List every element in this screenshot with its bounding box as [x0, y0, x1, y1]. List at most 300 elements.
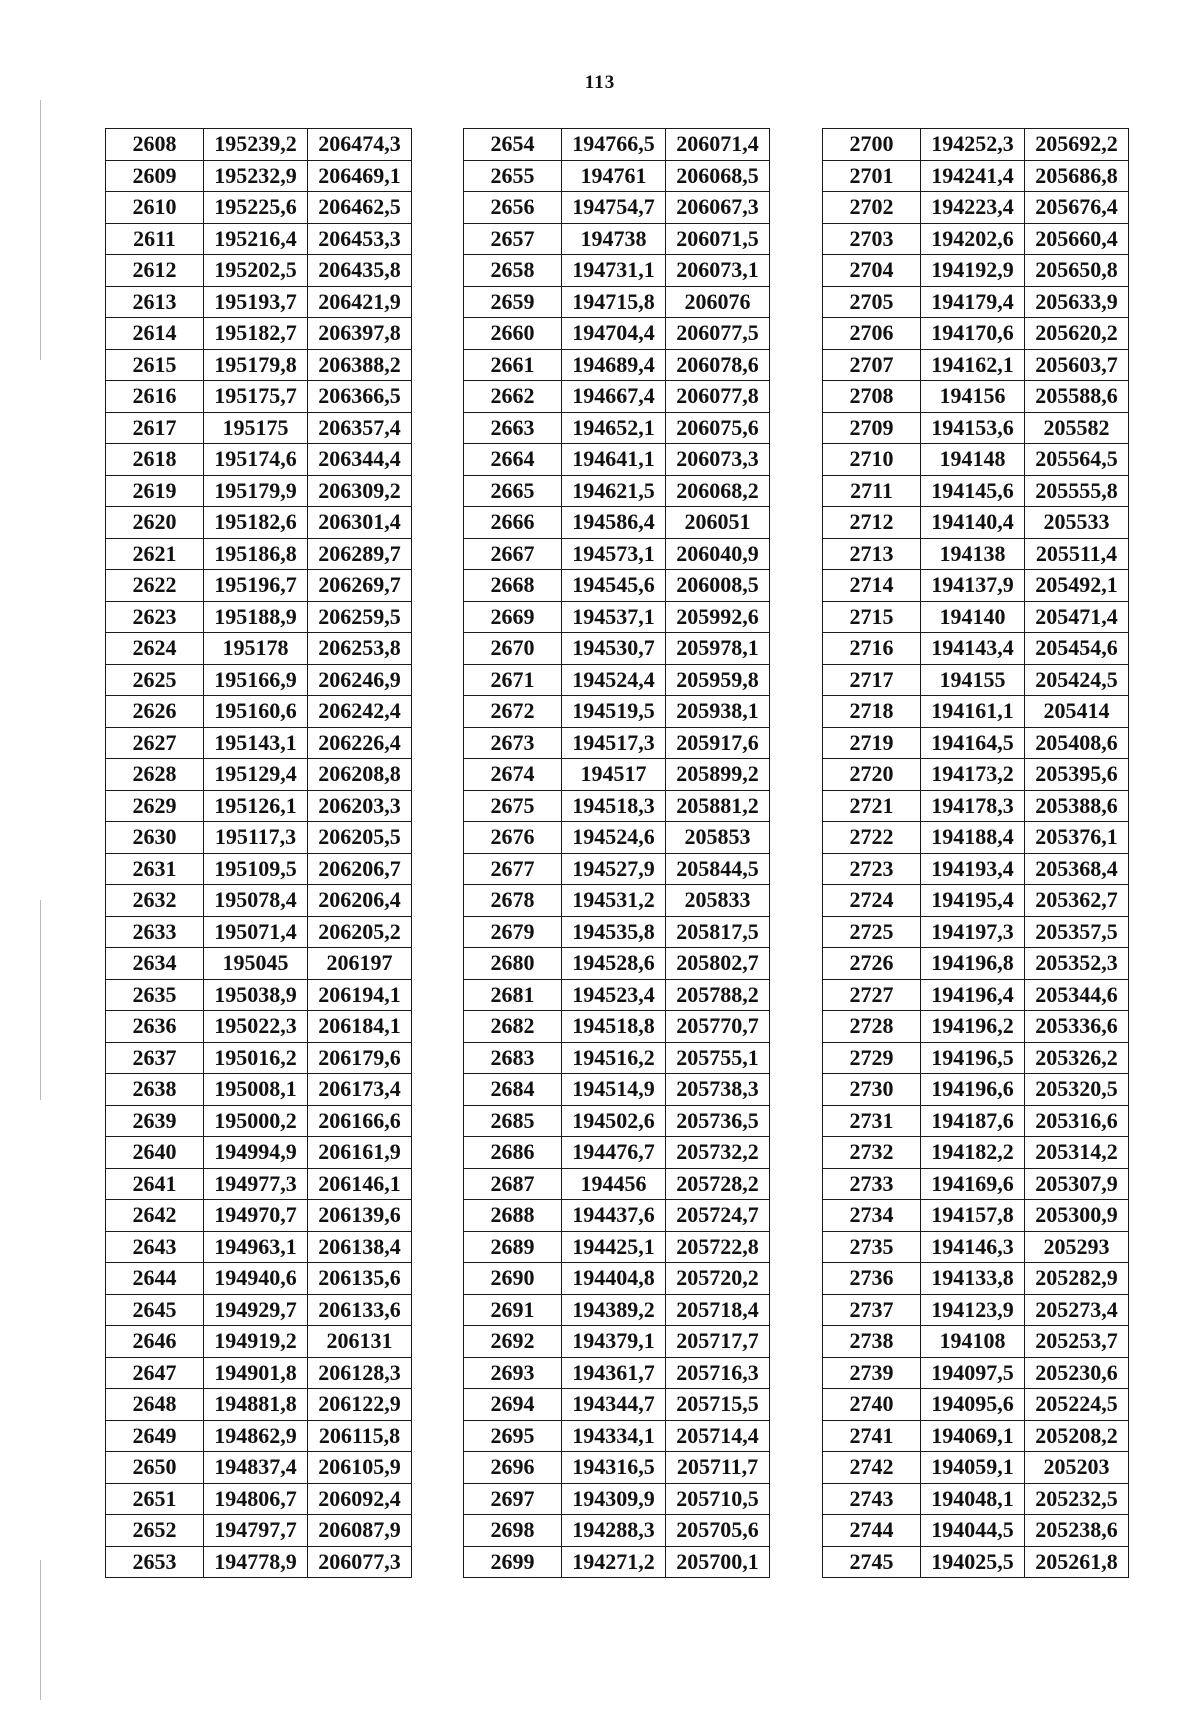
- point-number-cell: 2713: [823, 538, 921, 570]
- x-coordinate-cell: 194586,4: [562, 507, 666, 539]
- x-coordinate-cell: 194095,6: [921, 1389, 1025, 1421]
- x-coordinate-cell: 194516,2: [562, 1042, 666, 1074]
- y-coordinate-cell: 206206,4: [308, 885, 412, 917]
- x-coordinate-cell: 195166,9: [204, 664, 308, 696]
- point-number-cell: 2684: [464, 1074, 562, 1106]
- table-row: [823, 601, 1129, 633]
- table-row: [464, 129, 770, 161]
- y-coordinate-cell: 206226,4: [308, 727, 412, 759]
- x-coordinate-cell: 195045: [204, 948, 308, 980]
- point-number-cell: 2624: [106, 633, 204, 665]
- y-coordinate-cell: 206161,9: [308, 1137, 412, 1169]
- x-coordinate-cell: 194196,5: [921, 1042, 1025, 1074]
- point-number-cell: 2650: [106, 1452, 204, 1484]
- y-coordinate-cell: 205633,9: [1025, 286, 1129, 318]
- y-coordinate-cell: 206344,4: [308, 444, 412, 476]
- x-coordinate-cell: 195016,2: [204, 1042, 308, 1074]
- table-row: [464, 538, 770, 570]
- point-number-cell: 2678: [464, 885, 562, 917]
- point-number-cell: 2653: [106, 1546, 204, 1578]
- table-row: [823, 979, 1129, 1011]
- x-coordinate-cell: 195109,5: [204, 853, 308, 885]
- x-coordinate-cell: 195182,7: [204, 318, 308, 350]
- point-number-cell: 2686: [464, 1137, 562, 1169]
- x-coordinate-cell: 195117,3: [204, 822, 308, 854]
- y-coordinate-cell: 206205,2: [308, 916, 412, 948]
- point-number-cell: 2612: [106, 255, 204, 287]
- x-coordinate-cell: 194271,2: [562, 1546, 666, 1578]
- point-number-cell: 2610: [106, 192, 204, 224]
- y-coordinate-cell: 206068,5: [666, 160, 770, 192]
- y-coordinate-cell: 205844,5: [666, 853, 770, 885]
- table-row: [106, 1326, 412, 1358]
- y-coordinate-cell: 205203: [1025, 1452, 1129, 1484]
- y-coordinate-cell: 205788,2: [666, 979, 770, 1011]
- point-number-cell: 2614: [106, 318, 204, 350]
- point-number-cell: 2622: [106, 570, 204, 602]
- y-coordinate-cell: 205362,7: [1025, 885, 1129, 917]
- point-number-cell: 2738: [823, 1326, 921, 1358]
- x-coordinate-cell: 194196,6: [921, 1074, 1025, 1106]
- point-number-cell: 2689: [464, 1231, 562, 1263]
- table-row: [823, 507, 1129, 539]
- y-coordinate-cell: 206133,6: [308, 1294, 412, 1326]
- y-coordinate-cell: 206138,4: [308, 1231, 412, 1263]
- x-coordinate-cell: 194806,7: [204, 1483, 308, 1515]
- table-row: [464, 255, 770, 287]
- x-coordinate-cell: 194179,4: [921, 286, 1025, 318]
- x-coordinate-cell: 194155: [921, 664, 1025, 696]
- point-number-cell: 2618: [106, 444, 204, 476]
- table-row: [464, 349, 770, 381]
- y-coordinate-cell: 206067,3: [666, 192, 770, 224]
- x-coordinate-cell: 195174,6: [204, 444, 308, 476]
- x-coordinate-cell: 194309,9: [562, 1483, 666, 1515]
- table-row: [106, 1294, 412, 1326]
- y-coordinate-cell: 206453,3: [308, 223, 412, 255]
- y-coordinate-cell: 205802,7: [666, 948, 770, 980]
- table-row: [106, 1263, 412, 1295]
- table-row: [464, 1200, 770, 1232]
- table-row: [464, 1452, 770, 1484]
- y-coordinate-cell: 205336,6: [1025, 1011, 1129, 1043]
- y-coordinate-cell: 206115,8: [308, 1420, 412, 1452]
- x-coordinate-cell: 194573,1: [562, 538, 666, 570]
- x-coordinate-cell: 194334,1: [562, 1420, 666, 1452]
- table-row: [106, 538, 412, 570]
- y-coordinate-cell: 205717,7: [666, 1326, 770, 1358]
- x-coordinate-cell: 194169,6: [921, 1168, 1025, 1200]
- point-number-cell: 2670: [464, 633, 562, 665]
- point-number-cell: 2634: [106, 948, 204, 980]
- y-coordinate-cell: 205232,5: [1025, 1483, 1129, 1515]
- point-number-cell: 2688: [464, 1200, 562, 1232]
- y-coordinate-cell: 205352,3: [1025, 948, 1129, 980]
- x-coordinate-cell: 194621,5: [562, 475, 666, 507]
- y-coordinate-cell: 205307,9: [1025, 1168, 1129, 1200]
- x-coordinate-cell: 194097,5: [921, 1357, 1025, 1389]
- table-row: [106, 192, 412, 224]
- table-row: [106, 853, 412, 885]
- y-coordinate-cell: 205533: [1025, 507, 1129, 539]
- y-coordinate-cell: 205357,5: [1025, 916, 1129, 948]
- y-coordinate-cell: 206051: [666, 507, 770, 539]
- point-number-cell: 2641: [106, 1168, 204, 1200]
- x-coordinate-cell: 194970,7: [204, 1200, 308, 1232]
- y-coordinate-cell: 205714,4: [666, 1420, 770, 1452]
- point-number-cell: 2724: [823, 885, 921, 917]
- y-coordinate-cell: 206206,7: [308, 853, 412, 885]
- x-coordinate-cell: 194531,2: [562, 885, 666, 917]
- point-number-cell: 2657: [464, 223, 562, 255]
- x-coordinate-cell: 194048,1: [921, 1483, 1025, 1515]
- y-coordinate-cell: 205899,2: [666, 759, 770, 791]
- point-number-cell: 2664: [464, 444, 562, 476]
- table-row: [823, 885, 1129, 917]
- point-number-cell: 2645: [106, 1294, 204, 1326]
- y-coordinate-cell: 206462,5: [308, 192, 412, 224]
- x-coordinate-cell: 195239,2: [204, 129, 308, 161]
- x-coordinate-cell: 195179,8: [204, 349, 308, 381]
- point-number-cell: 2628: [106, 759, 204, 791]
- table-row: [823, 759, 1129, 791]
- x-coordinate-cell: 194754,7: [562, 192, 666, 224]
- y-coordinate-cell: 206087,9: [308, 1515, 412, 1547]
- point-number-cell: 2609: [106, 160, 204, 192]
- y-coordinate-cell: 205224,5: [1025, 1389, 1129, 1421]
- point-number-cell: 2626: [106, 696, 204, 728]
- x-coordinate-cell: 194977,3: [204, 1168, 308, 1200]
- point-number-cell: 2720: [823, 759, 921, 791]
- y-coordinate-cell: 205320,5: [1025, 1074, 1129, 1106]
- y-coordinate-cell: 205414: [1025, 696, 1129, 728]
- y-coordinate-cell: 206469,1: [308, 160, 412, 192]
- table-row: [106, 1042, 412, 1074]
- scan-margin-mark: [40, 1560, 41, 1700]
- y-coordinate-cell: 205261,8: [1025, 1546, 1129, 1578]
- x-coordinate-cell: 194524,4: [562, 664, 666, 696]
- y-coordinate-cell: 206128,3: [308, 1357, 412, 1389]
- y-coordinate-cell: 205736,5: [666, 1105, 770, 1137]
- point-number-cell: 2646: [106, 1326, 204, 1358]
- x-coordinate-cell: 194140: [921, 601, 1025, 633]
- table-row: [106, 475, 412, 507]
- x-coordinate-cell: 194025,5: [921, 1546, 1025, 1578]
- point-number-cell: 2652: [106, 1515, 204, 1547]
- x-coordinate-cell: 194518,3: [562, 790, 666, 822]
- x-coordinate-cell: 194437,6: [562, 1200, 666, 1232]
- y-coordinate-cell: 205722,8: [666, 1231, 770, 1263]
- point-number-cell: 2743: [823, 1483, 921, 1515]
- table-row: [464, 1074, 770, 1106]
- y-coordinate-cell: 205424,5: [1025, 664, 1129, 696]
- table-row: [823, 1231, 1129, 1263]
- point-number-cell: 2638: [106, 1074, 204, 1106]
- point-number-cell: 2735: [823, 1231, 921, 1263]
- x-coordinate-cell: 194241,4: [921, 160, 1025, 192]
- x-coordinate-cell: 194344,7: [562, 1389, 666, 1421]
- table-row: [106, 318, 412, 350]
- x-coordinate-cell: 194146,3: [921, 1231, 1025, 1263]
- point-number-cell: 2635: [106, 979, 204, 1011]
- y-coordinate-cell: 205316,6: [1025, 1105, 1129, 1137]
- point-number-cell: 2681: [464, 979, 562, 1011]
- table-row: [464, 192, 770, 224]
- table-row: [464, 1389, 770, 1421]
- x-coordinate-cell: 195179,9: [204, 475, 308, 507]
- table-row: [823, 381, 1129, 413]
- point-number-cell: 2742: [823, 1452, 921, 1484]
- point-number-cell: 2649: [106, 1420, 204, 1452]
- x-coordinate-cell: 194252,3: [921, 129, 1025, 161]
- table-row: [106, 979, 412, 1011]
- x-coordinate-cell: 195078,4: [204, 885, 308, 917]
- point-number-cell: 2692: [464, 1326, 562, 1358]
- table-row: [106, 1200, 412, 1232]
- point-number-cell: 2655: [464, 160, 562, 192]
- table-row: [823, 916, 1129, 948]
- point-number-cell: 2669: [464, 601, 562, 633]
- x-coordinate-cell: 194404,8: [562, 1263, 666, 1295]
- point-number-cell: 2637: [106, 1042, 204, 1074]
- x-coordinate-cell: 194196,4: [921, 979, 1025, 1011]
- y-coordinate-cell: 205395,6: [1025, 759, 1129, 791]
- table-row: [106, 1168, 412, 1200]
- table-row: [464, 601, 770, 633]
- y-coordinate-cell: 205978,1: [666, 633, 770, 665]
- table-row: [106, 1137, 412, 1169]
- y-coordinate-cell: 206474,3: [308, 129, 412, 161]
- table-row: [106, 1231, 412, 1263]
- point-number-cell: 2636: [106, 1011, 204, 1043]
- x-coordinate-cell: 194528,6: [562, 948, 666, 980]
- point-number-cell: 2683: [464, 1042, 562, 1074]
- table-row: [464, 1357, 770, 1389]
- point-number-cell: 2621: [106, 538, 204, 570]
- table-row: [464, 1231, 770, 1263]
- table-row: [823, 538, 1129, 570]
- point-number-cell: 2744: [823, 1515, 921, 1547]
- table-row: [464, 507, 770, 539]
- table-row: [464, 696, 770, 728]
- y-coordinate-cell: 206242,4: [308, 696, 412, 728]
- x-coordinate-cell: 194108: [921, 1326, 1025, 1358]
- table-row: [464, 1137, 770, 1169]
- x-coordinate-cell: 195175,7: [204, 381, 308, 413]
- point-number-cell: 2674: [464, 759, 562, 791]
- point-number-cell: 2739: [823, 1357, 921, 1389]
- table-row: [823, 570, 1129, 602]
- y-coordinate-cell: 205282,9: [1025, 1263, 1129, 1295]
- point-number-cell: 2673: [464, 727, 562, 759]
- x-coordinate-cell: 194940,6: [204, 1263, 308, 1295]
- x-coordinate-cell: 194195,4: [921, 885, 1025, 917]
- x-coordinate-cell: 194145,6: [921, 475, 1025, 507]
- point-number-cell: 2632: [106, 885, 204, 917]
- x-coordinate-cell: 194476,7: [562, 1137, 666, 1169]
- y-coordinate-cell: 206246,9: [308, 664, 412, 696]
- y-coordinate-cell: 206203,3: [308, 790, 412, 822]
- point-number-cell: 2711: [823, 475, 921, 507]
- y-coordinate-cell: 205817,5: [666, 916, 770, 948]
- y-coordinate-cell: 205344,6: [1025, 979, 1129, 1011]
- point-number-cell: 2717: [823, 664, 921, 696]
- x-coordinate-cell: 194137,9: [921, 570, 1025, 602]
- coordinates-table-3: [822, 128, 1129, 1578]
- point-number-cell: 2613: [106, 286, 204, 318]
- x-coordinate-cell: 194196,2: [921, 1011, 1025, 1043]
- point-number-cell: 2658: [464, 255, 562, 287]
- point-number-cell: 2733: [823, 1168, 921, 1200]
- table-row: [823, 1074, 1129, 1106]
- y-coordinate-cell: 205728,2: [666, 1168, 770, 1200]
- table-row: [823, 255, 1129, 287]
- x-coordinate-cell: 195129,4: [204, 759, 308, 791]
- x-coordinate-cell: 194502,6: [562, 1105, 666, 1137]
- y-coordinate-cell: 206205,5: [308, 822, 412, 854]
- coordinates-table-1: [105, 128, 412, 1578]
- x-coordinate-cell: 195196,7: [204, 570, 308, 602]
- y-coordinate-cell: 206078,6: [666, 349, 770, 381]
- point-number-cell: 2665: [464, 475, 562, 507]
- table-row: [823, 444, 1129, 476]
- y-coordinate-cell: 205938,1: [666, 696, 770, 728]
- table-row: [106, 255, 412, 287]
- table-row: [464, 570, 770, 602]
- table-row: [464, 223, 770, 255]
- point-number-cell: 2708: [823, 381, 921, 413]
- table-row: [464, 790, 770, 822]
- y-coordinate-cell: 206197: [308, 948, 412, 980]
- y-coordinate-cell: 206397,8: [308, 318, 412, 350]
- table-row: [823, 696, 1129, 728]
- y-coordinate-cell: 206184,1: [308, 1011, 412, 1043]
- y-coordinate-cell: 205718,4: [666, 1294, 770, 1326]
- x-coordinate-cell: 194761: [562, 160, 666, 192]
- table-row: [464, 885, 770, 917]
- y-coordinate-cell: 206071,5: [666, 223, 770, 255]
- x-coordinate-cell: 194188,4: [921, 822, 1025, 854]
- x-coordinate-cell: 194524,6: [562, 822, 666, 854]
- x-coordinate-cell: 194704,4: [562, 318, 666, 350]
- table-row: [464, 1546, 770, 1578]
- table-row: [823, 853, 1129, 885]
- y-coordinate-cell: 206131: [308, 1326, 412, 1358]
- point-number-cell: 2668: [464, 570, 562, 602]
- point-number-cell: 2642: [106, 1200, 204, 1232]
- x-coordinate-cell: 194059,1: [921, 1452, 1025, 1484]
- x-coordinate-cell: 194162,1: [921, 349, 1025, 381]
- point-number-cell: 2685: [464, 1105, 562, 1137]
- x-coordinate-cell: 195182,6: [204, 507, 308, 539]
- point-number-cell: 2736: [823, 1263, 921, 1295]
- scan-margin-mark: [40, 900, 41, 1100]
- table-row: [823, 286, 1129, 318]
- y-coordinate-cell: 205705,6: [666, 1515, 770, 1547]
- table-row: [106, 129, 412, 161]
- point-number-cell: 2680: [464, 948, 562, 980]
- y-coordinate-cell: 205959,8: [666, 664, 770, 696]
- y-coordinate-cell: 205230,6: [1025, 1357, 1129, 1389]
- table-row: [106, 1515, 412, 1547]
- table-row: [823, 412, 1129, 444]
- point-number-cell: 2721: [823, 790, 921, 822]
- point-number-cell: 2679: [464, 916, 562, 948]
- table-row: [106, 1452, 412, 1484]
- point-number-cell: 2640: [106, 1137, 204, 1169]
- point-number-cell: 2667: [464, 538, 562, 570]
- table-row: [464, 1294, 770, 1326]
- table-row: [823, 1546, 1129, 1578]
- table-row: [823, 1452, 1129, 1484]
- point-number-cell: 2726: [823, 948, 921, 980]
- point-number-cell: 2656: [464, 192, 562, 224]
- table-row: [823, 1011, 1129, 1043]
- table-row: [464, 759, 770, 791]
- y-coordinate-cell: 206075,6: [666, 412, 770, 444]
- y-coordinate-cell: 205492,1: [1025, 570, 1129, 602]
- y-coordinate-cell: 205238,6: [1025, 1515, 1129, 1547]
- x-coordinate-cell: 195126,1: [204, 790, 308, 822]
- table-row: [823, 1483, 1129, 1515]
- x-coordinate-cell: 194919,2: [204, 1326, 308, 1358]
- point-number-cell: 2623: [106, 601, 204, 633]
- x-coordinate-cell: 194133,8: [921, 1263, 1025, 1295]
- x-coordinate-cell: 194535,8: [562, 916, 666, 948]
- point-number-cell: 2698: [464, 1515, 562, 1547]
- point-number-cell: 2682: [464, 1011, 562, 1043]
- table-row: [823, 1042, 1129, 1074]
- table-row: [106, 822, 412, 854]
- y-coordinate-cell: 205511,4: [1025, 538, 1129, 570]
- x-coordinate-cell: 195225,6: [204, 192, 308, 224]
- point-number-cell: 2651: [106, 1483, 204, 1515]
- y-coordinate-cell: 205700,1: [666, 1546, 770, 1578]
- x-coordinate-cell: 194862,9: [204, 1420, 308, 1452]
- point-number-cell: 2619: [106, 475, 204, 507]
- point-number-cell: 2691: [464, 1294, 562, 1326]
- table-row: [823, 727, 1129, 759]
- table-row: [823, 790, 1129, 822]
- point-number-cell: 2725: [823, 916, 921, 948]
- y-coordinate-cell: 206179,6: [308, 1042, 412, 1074]
- x-coordinate-cell: 194517: [562, 759, 666, 791]
- table-row: [106, 570, 412, 602]
- table-row: [823, 129, 1129, 161]
- table-row: [823, 664, 1129, 696]
- point-number-cell: 2625: [106, 664, 204, 696]
- point-number-cell: 2728: [823, 1011, 921, 1043]
- point-number-cell: 2715: [823, 601, 921, 633]
- table-row: [464, 1515, 770, 1547]
- y-coordinate-cell: 205408,6: [1025, 727, 1129, 759]
- y-coordinate-cell: 206269,7: [308, 570, 412, 602]
- table-row: [464, 1042, 770, 1074]
- table-row: [464, 1483, 770, 1515]
- table-row: [823, 633, 1129, 665]
- x-coordinate-cell: 194738: [562, 223, 666, 255]
- table-row: [106, 160, 412, 192]
- table-row: [464, 1105, 770, 1137]
- point-number-cell: 2730: [823, 1074, 921, 1106]
- x-coordinate-cell: 194143,4: [921, 633, 1025, 665]
- point-number-cell: 2627: [106, 727, 204, 759]
- point-number-cell: 2611: [106, 223, 204, 255]
- table-row: [823, 223, 1129, 255]
- y-coordinate-cell: 205738,3: [666, 1074, 770, 1106]
- x-coordinate-cell: 194196,8: [921, 948, 1025, 980]
- point-number-cell: 2677: [464, 853, 562, 885]
